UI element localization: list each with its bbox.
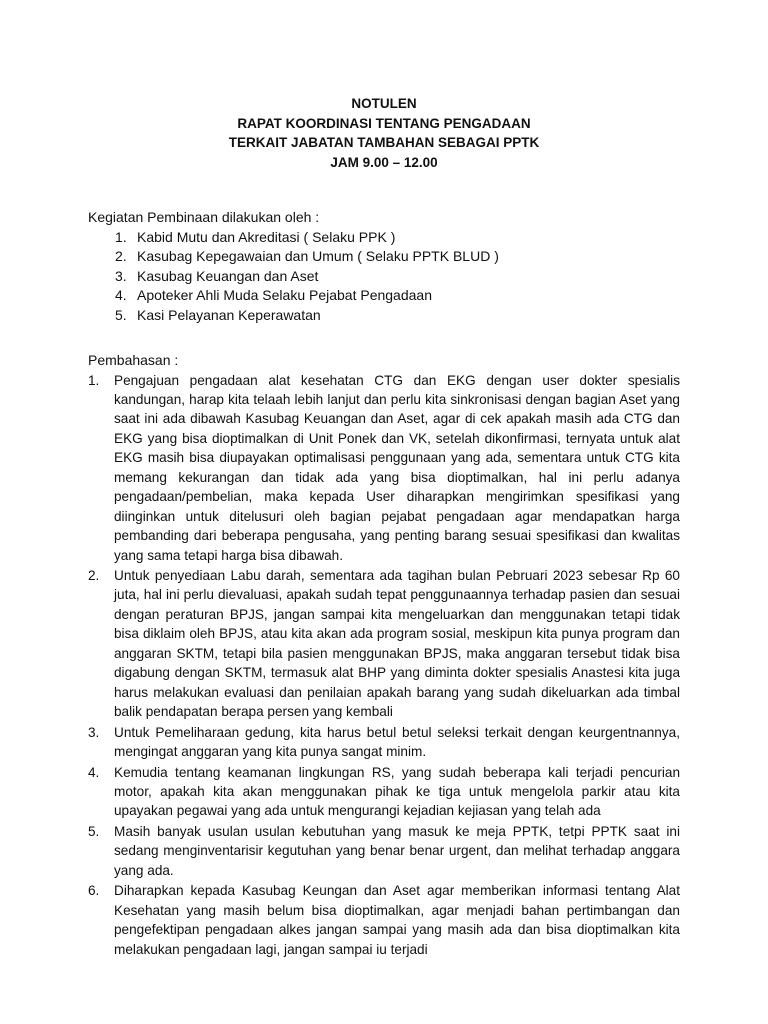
discussion-item [88, 763, 680, 821]
discussion-list [88, 371, 680, 960]
list-item [115, 306, 680, 326]
list-item-text: Kasubag Keuangan dan Aset [137, 267, 319, 284]
list-item-text: Apoteker Ahli Muda Selaku Pejabat Pengadaan [137, 287, 432, 303]
discussion-item-text: Masih banyak usulan usulan kebutuhan yang masuk ke meja PPTK, tetpi PPTK saat ini sedang menginventarisir kegutuhan yang benar benar urgent, dan melihat terhadap anggara yang ada. [114, 823, 680, 878]
list-item [115, 267, 680, 287]
list-item [115, 247, 680, 267]
list-item-number: 3. [115, 267, 127, 284]
list-item-text: Kasi Pelayanan Keperawatan [137, 306, 321, 323]
discussion-item [88, 371, 680, 566]
discussion-item-text: Untuk Pemeliharaan gedung, kita harus betul betul seleksi terkait dengan keurgentnannya, mengingat anggaran yang kita punya sangat minim. [114, 724, 680, 760]
discussion-item-number: 3. [88, 724, 100, 740]
discussion-item-text: Untuk penyediaan Labu darah, sementara ada tagihan bulan Pebruari 2023 sebesar Rp 60 juta, hal ini perlu dievaluasi, apakah sudah tepat penggunaannya terhadap pasien dan sesuai dengan peraturan BPJS, jangan sampai kita mengeluarkan dan menggunakan tetapi tidak bisa diklaim oleh BPJS, atau kita akan ada program sosial, meskipun kita punya program dan anggaran SKTM, tetapi bila pasien menggunakan BPJS, maka anggaran tersebut tidak bisa digabung dengan SKTM, termasuk alat BHP yang diminta dokter spesialis Anastesi kita juga harus melakukan evaluasi dan penilaian apakah barang yang sudah dikeluarkan ada timbal balik pendapatan berapa persen yang kembali [114, 568, 680, 720]
list-item-text: Kabid Mutu dan Akreditasi ( Selaku PPK ) [137, 228, 396, 245]
discussion-item [88, 822, 680, 880]
title-line-1: NOTULEN [351, 96, 417, 111]
discussion-heading: Pembahasan : [88, 352, 179, 368]
title-line-4: JAM 9.00 – 12.00 [330, 154, 438, 170]
discussion-item [88, 881, 680, 959]
discussion-item-number: 6. [88, 883, 100, 899]
discussion-item [88, 566, 680, 722]
list-item-text: Kasubag Kepegawaian dan Umum ( Selaku PPTK BLUD ) [137, 248, 499, 264]
list-item [115, 286, 680, 306]
discussion-item-number: 5. [88, 823, 100, 839]
list-item-number: 4. [115, 287, 127, 303]
discussion-item-number: 1. [88, 372, 100, 388]
discussion-item-text: Kemudia tentang keamanan lingkungan RS, yang sudah beberapa kali terjadi pencurian motor, apakah kita akan menggunakan pihak ke tiga untuk mengelola parkir atau kita upayakan pegawai yang ada untuk mengurangi kejadian kejiasan yang telah ada [114, 764, 680, 819]
document-title [88, 94, 680, 172]
discussion-item-number: 4. [88, 764, 100, 780]
discussion-item-text: Pengajuan pengadaan alat kesehatan CTG dan EKG dengan user dokter spesialis kandungan, harap kita telaah lebih lanjut dan perlu kita sinkronisasi dengan bagian Aset yang saat ini ada dibawah Kasubag Keuangan dan Aset, agar di cek apakah masih ada CTG dan EKG yang bisa dioptimalkan di Unit Ponek dan VK, setelah dikonfirmasi, ternyata untuk alat EKG masih bisa diupayakan optimalisasi penggunaan yang ada, sementara untuk CTG kita memang kekurangan dan tidak ada yang bisa dioptimalkan, hal ini perlu adanya pengadaan/pembelian, maka kepada User diharapkan mengirimkan spesifikasi yang diinginkan untuk ditelusuri oleh bagian pejabat pengadaan agar mendapatkan harga pembanding dari beberapa pengusaha, yang penting barang sesuai spesifikasi dan kwalitas yang sama tetapi harga bisa dibawah. [114, 372, 680, 563]
participants-heading: Kegiatan Pembinaan dilakukan oleh : [88, 209, 320, 225]
list-item-number: 5. [115, 306, 127, 323]
list-item-number: 1. [115, 228, 127, 245]
list-item [115, 228, 680, 248]
title-line-3: TERKAIT JABATAN TAMBAHAN SEBAGAI PPTK [228, 135, 540, 150]
discussion-item [88, 723, 680, 762]
title-line-2: RAPAT KOORDINASI TENTANG PENGADAAN [237, 115, 531, 131]
discussion-item-number: 2. [88, 568, 100, 584]
participants-list [88, 228, 680, 326]
discussion-item-text: Diharapkan kepada Kasubag Keungan dan Aset agar memberikan informasi tentang Alat Kesehatan yang masih belum bisa dioptimalkan, agar menjadi bahan pertimbangan dan pengefektipan pengadaan alkes jangan sampai yang masih ada dan bisa dioptimalkan kita melakukan pengadaan lagi, jangan sampai iu terjadi [114, 883, 680, 957]
list-item-number: 2. [115, 248, 127, 264]
